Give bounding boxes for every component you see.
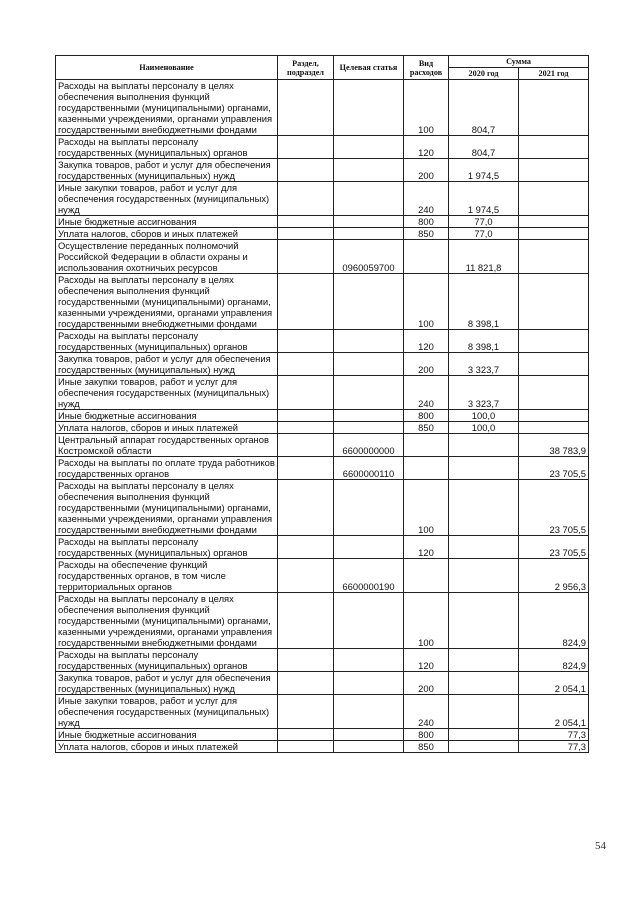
row-target: 6600000000 — [334, 434, 404, 457]
row-section — [278, 80, 334, 136]
row-name: Расходы на выплаты персоналу государственных (муниципальных) органов — [56, 649, 278, 672]
row-sum-2020: 11 821,8 — [449, 240, 519, 274]
table-row — [56, 422, 589, 434]
row-sum-2020 — [449, 457, 519, 480]
row-sum-2020 — [449, 434, 519, 457]
row-section — [278, 216, 334, 228]
row-type: 120 — [404, 649, 449, 672]
row-section — [278, 729, 334, 741]
table-row — [56, 741, 589, 753]
row-sum-2020 — [449, 559, 519, 593]
row-type: 100 — [404, 480, 449, 536]
row-name: Иные закупки товаров, работ и услуг для обеспечения государственных (муниципальных) нужд — [56, 695, 278, 729]
row-section — [278, 672, 334, 695]
row-sum-2020: 100,0 — [449, 410, 519, 422]
row-section — [278, 410, 334, 422]
budget-table — [55, 55, 589, 753]
row-target — [334, 729, 404, 741]
header-target: Целевая статья — [334, 56, 404, 80]
row-sum-2021 — [519, 353, 589, 376]
row-sum-2020 — [449, 729, 519, 741]
row-name: Расходы на выплаты персоналу в целях обеспечения выполнения функций государственными (муниципальными) органами, казенными учреждениями, органами управления государственными внебюджетными фондами — [56, 274, 278, 330]
row-sum-2020 — [449, 695, 519, 729]
row-sum-2021 — [519, 136, 589, 159]
table-row — [56, 649, 589, 672]
row-section — [278, 434, 334, 457]
row-section — [278, 649, 334, 672]
row-type: 120 — [404, 536, 449, 559]
row-type: 850 — [404, 741, 449, 753]
row-target — [334, 741, 404, 753]
row-sum-2020 — [449, 536, 519, 559]
row-name: Иные закупки товаров, работ и услуг для обеспечения государственных (муниципальных) нужд — [56, 376, 278, 410]
row-sum-2021 — [519, 182, 589, 216]
row-target — [334, 80, 404, 136]
row-name: Уплата налогов, сборов и иных платежей — [56, 741, 278, 753]
row-type: 100 — [404, 80, 449, 136]
row-name: Иные бюджетные ассигнования — [56, 729, 278, 741]
row-type: 100 — [404, 274, 449, 330]
row-name: Центральный аппарат государственных органов Костромской области — [56, 434, 278, 457]
row-name: Иные закупки товаров, работ и услуг для обеспечения государственных (муниципальных) нужд — [56, 182, 278, 216]
row-section — [278, 136, 334, 159]
table-row — [56, 672, 589, 695]
table-row — [56, 136, 589, 159]
row-sum-2021 — [519, 228, 589, 240]
row-sum-2021 — [519, 422, 589, 434]
row-section — [278, 741, 334, 753]
row-name: Расходы на выплаты персоналу государственных (муниципальных) органов — [56, 330, 278, 353]
row-sum-2021: 2 054,1 — [519, 672, 589, 695]
row-sum-2021 — [519, 274, 589, 330]
table-header — [56, 56, 589, 80]
row-name: Расходы на выплаты персоналу в целях обеспечения выполнения функций государственными (муниципальными) органами, казенными учреждениями, органами управления государственными внебюджетными фондами — [56, 593, 278, 649]
table-row — [56, 536, 589, 559]
row-sum-2021 — [519, 330, 589, 353]
table-row — [56, 240, 589, 274]
table-row — [56, 457, 589, 480]
row-sum-2020 — [449, 480, 519, 536]
row-sum-2020: 1 974,5 — [449, 159, 519, 182]
row-name: Осуществление переданных полномочий Российской Федерации в области охраны и использования охотничьих ресурсов — [56, 240, 278, 274]
row-type: 200 — [404, 672, 449, 695]
row-target — [334, 422, 404, 434]
row-sum-2020: 77,0 — [449, 216, 519, 228]
row-type: 120 — [404, 136, 449, 159]
row-section — [278, 240, 334, 274]
row-target — [334, 274, 404, 330]
row-section — [278, 593, 334, 649]
row-target — [334, 410, 404, 422]
row-sum-2021: 824,9 — [519, 649, 589, 672]
row-target — [334, 330, 404, 353]
row-sum-2021 — [519, 216, 589, 228]
row-target — [334, 376, 404, 410]
row-section — [278, 536, 334, 559]
row-name: Расходы на выплаты персоналу в целях обеспечения выполнения функций государственными (муниципальными) органами, казенными учреждениями, органами управления государственными внебюджетными фондами — [56, 80, 278, 136]
table-row — [56, 353, 589, 376]
row-section — [278, 695, 334, 729]
row-sum-2020: 3 323,7 — [449, 353, 519, 376]
row-target — [334, 536, 404, 559]
row-target — [334, 593, 404, 649]
row-section — [278, 182, 334, 216]
row-type: 800 — [404, 729, 449, 741]
table-row — [56, 330, 589, 353]
row-name: Иные бюджетные ассигнования — [56, 216, 278, 228]
row-sum-2020: 77,0 — [449, 228, 519, 240]
row-target: 6600000110 — [334, 457, 404, 480]
header-name: Наименование — [56, 56, 278, 80]
table-row — [56, 410, 589, 422]
row-sum-2020: 8 398,1 — [449, 330, 519, 353]
row-type: 800 — [404, 216, 449, 228]
row-sum-2020: 8 398,1 — [449, 274, 519, 330]
row-section — [278, 457, 334, 480]
row-target — [334, 216, 404, 228]
row-type — [404, 434, 449, 457]
table-row — [56, 228, 589, 240]
row-target — [334, 649, 404, 672]
row-name: Закупка товаров, работ и услуг для обеспечения государственных (муниципальных) нужд — [56, 159, 278, 182]
row-section — [278, 480, 334, 536]
header-year-2021: 2021 год — [519, 68, 589, 80]
row-sum-2020: 100,0 — [449, 422, 519, 434]
row-name: Расходы на выплаты персоналу в целях обеспечения выполнения функций государственными (муниципальными) органами, казенными учреждениями, органами управления государственными внебюджетными фондами — [56, 480, 278, 536]
table-row — [56, 376, 589, 410]
row-target: 0960059700 — [334, 240, 404, 274]
row-type: 240 — [404, 376, 449, 410]
row-section — [278, 274, 334, 330]
table-row — [56, 434, 589, 457]
row-name: Расходы на выплаты персоналу государственных (муниципальных) органов — [56, 536, 278, 559]
row-name: Закупка товаров, работ и услуг для обеспечения государственных (муниципальных) нужд — [56, 353, 278, 376]
table-row — [56, 182, 589, 216]
row-sum-2021: 2 054,1 — [519, 695, 589, 729]
row-sum-2020 — [449, 649, 519, 672]
row-sum-2021: 23 705,5 — [519, 480, 589, 536]
row-sum-2021 — [519, 410, 589, 422]
row-section — [278, 228, 334, 240]
table-row — [56, 695, 589, 729]
row-target — [334, 159, 404, 182]
row-sum-2020: 1 974,5 — [449, 182, 519, 216]
row-sum-2021: 77,3 — [519, 741, 589, 753]
row-name: Уплата налогов, сборов и иных платежей — [56, 422, 278, 434]
table-body — [56, 80, 589, 753]
table-row — [56, 274, 589, 330]
row-section — [278, 330, 334, 353]
row-sum-2020 — [449, 741, 519, 753]
row-sum-2020: 804,7 — [449, 136, 519, 159]
header-type: Вид расходов — [404, 56, 449, 80]
row-name: Уплата налогов, сборов и иных платежей — [56, 228, 278, 240]
row-section — [278, 422, 334, 434]
row-sum-2021: 824,9 — [519, 593, 589, 649]
row-section — [278, 353, 334, 376]
row-name: Закупка товаров, работ и услуг для обеспечения государственных (муниципальных) нужд — [56, 672, 278, 695]
table-row — [56, 480, 589, 536]
row-section — [278, 159, 334, 182]
row-type: 200 — [404, 353, 449, 376]
row-sum-2021 — [519, 376, 589, 410]
table-row — [56, 216, 589, 228]
row-target: 6600000190 — [334, 559, 404, 593]
row-type: 850 — [404, 422, 449, 434]
page-number: 54 — [595, 840, 606, 852]
row-sum-2021: 23 705,5 — [519, 536, 589, 559]
row-section — [278, 559, 334, 593]
table-row — [56, 559, 589, 593]
row-target — [334, 695, 404, 729]
row-type: 100 — [404, 593, 449, 649]
row-type: 240 — [404, 182, 449, 216]
row-type: 850 — [404, 228, 449, 240]
row-sum-2020 — [449, 593, 519, 649]
row-name: Расходы на обеспечение функций государственных органов, в том числе территориальных органов — [56, 559, 278, 593]
row-sum-2020: 3 323,7 — [449, 376, 519, 410]
row-target — [334, 480, 404, 536]
table-row — [56, 593, 589, 649]
row-type: 120 — [404, 330, 449, 353]
row-sum-2021: 23 705,5 — [519, 457, 589, 480]
row-sum-2021 — [519, 80, 589, 136]
row-sum-2021: 77,3 — [519, 729, 589, 741]
row-sum-2021 — [519, 240, 589, 274]
row-section — [278, 376, 334, 410]
header-section: Раздел, подраздел — [278, 56, 334, 80]
row-type — [404, 559, 449, 593]
row-target — [334, 136, 404, 159]
row-target — [334, 182, 404, 216]
row-name: Расходы на выплаты по оплате труда работников государственных органов — [56, 457, 278, 480]
row-target — [334, 353, 404, 376]
row-name: Расходы на выплаты персоналу государственных (муниципальных) органов — [56, 136, 278, 159]
row-sum-2021 — [519, 159, 589, 182]
row-target — [334, 228, 404, 240]
row-name: Иные бюджетные ассигнования — [56, 410, 278, 422]
table-row — [56, 729, 589, 741]
header-year-2020: 2020 год — [449, 68, 519, 80]
row-sum-2021: 2 956,3 — [519, 559, 589, 593]
row-type: 200 — [404, 159, 449, 182]
row-sum-2020 — [449, 672, 519, 695]
row-type: 240 — [404, 695, 449, 729]
row-type: 800 — [404, 410, 449, 422]
row-type — [404, 240, 449, 274]
row-target — [334, 672, 404, 695]
row-sum-2021: 38 783,9 — [519, 434, 589, 457]
header-sum: Сумма — [449, 56, 589, 68]
table-row — [56, 80, 589, 136]
row-type — [404, 457, 449, 480]
table-row — [56, 159, 589, 182]
row-sum-2020: 804,7 — [449, 80, 519, 136]
